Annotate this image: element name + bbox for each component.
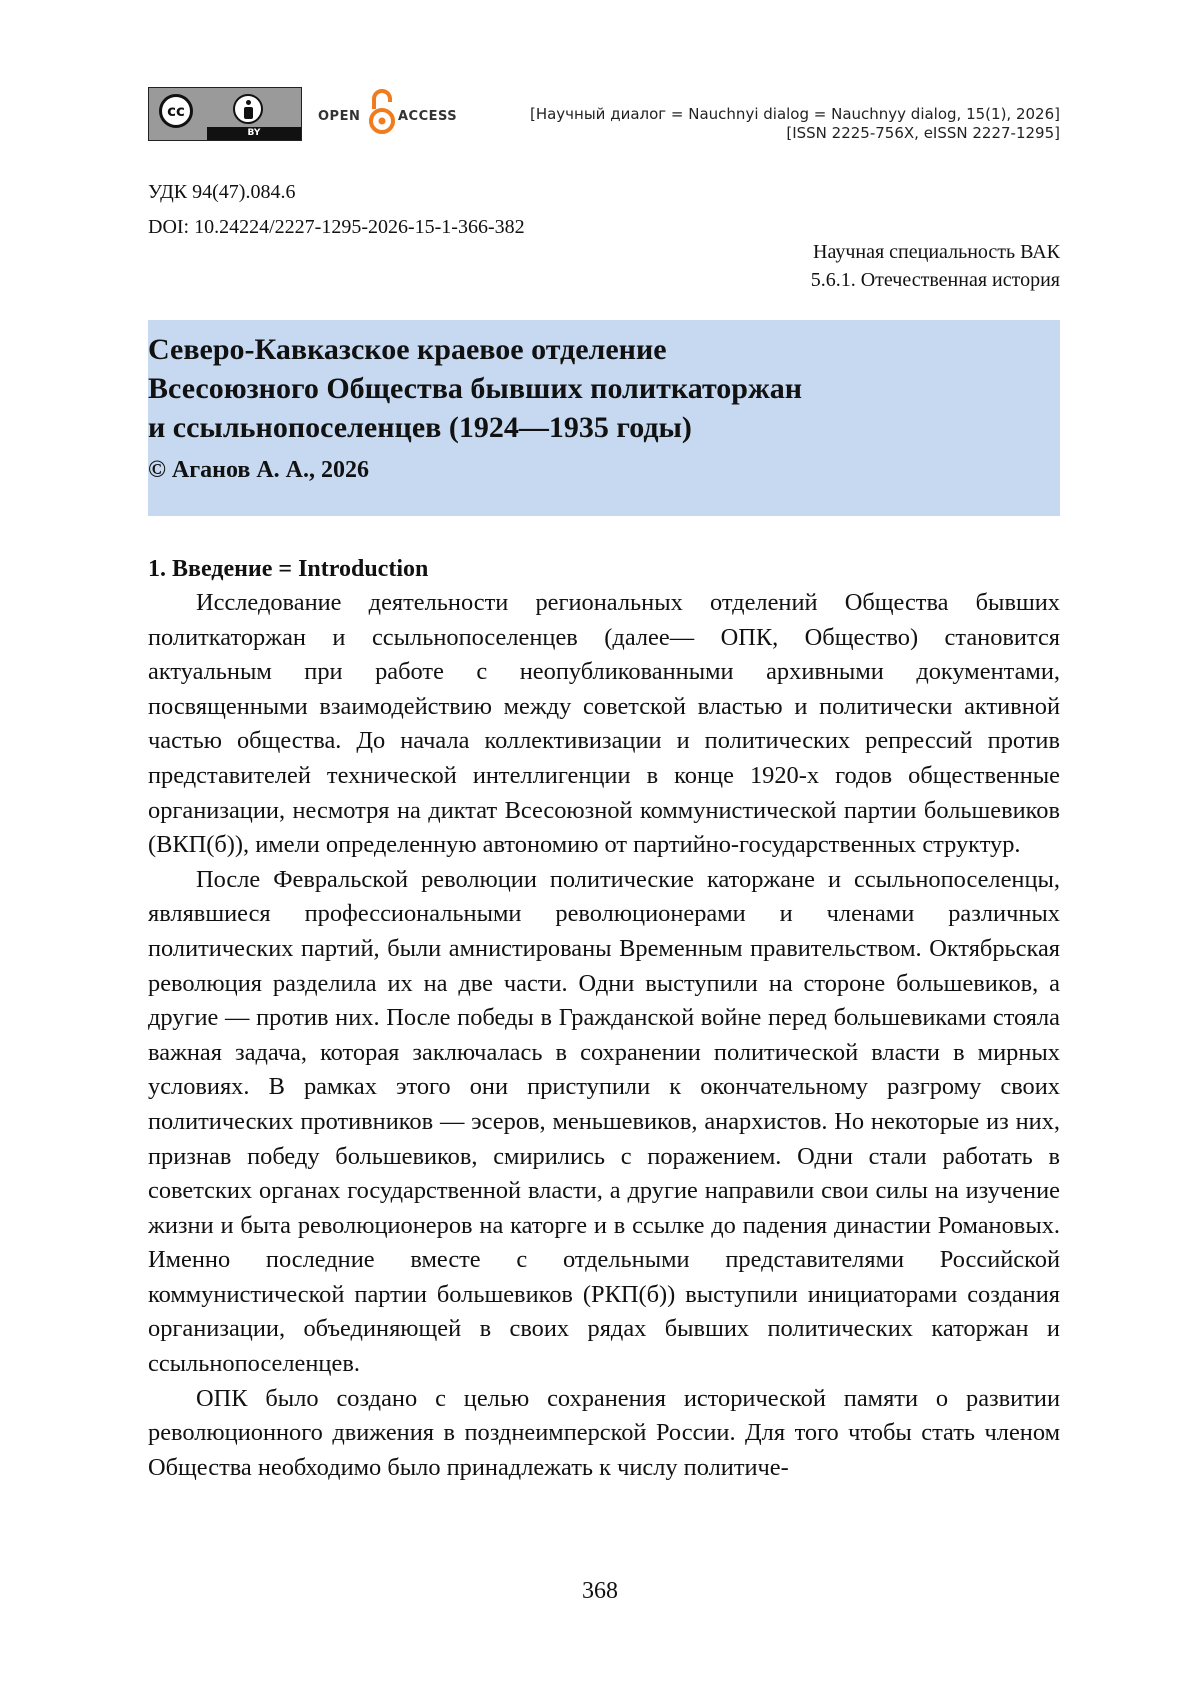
body-paragraph: После Февральской революции политические каторжане и ссыльнопоселенцы, являвшиеся профессиональными революционерами и членами различных политических партий, были амнистированы Временным правительством. Октябрьская революция разделила их на две части. Одни выступили на стороне большевиков, а другие — против них. После победы в Гражданской войне перед большевиками стояла важная задача, которая заключалась в сохранении политической власти в мирных условиях. В рамках этого они приступили к окончательному разгрому своих политических противников — эсеров, меньшевиков, анархистов. Но некоторые из них, признав победу большевиков, смирились с поражением. Одни стали работать в советских органах государственной власти, а другие направили свои силы на изучение жизни и быта революционеров на каторге и в ссылке до падения династии Романовых. Именно последние вместе с отдельными представителями Российской коммунистической партии большевиков (РКП(б)) выступили инициаторами создания организации, объединяющей в своих рядах бывших политических каторжан и ссыльнопоселенцев. <box>148 865 1060 1378</box>
open-label: OPEN <box>318 109 361 124</box>
title-line-1: Северо-Кавказское краевое отделение <box>148 333 667 366</box>
section-heading: 1. Введение = Introduction <box>148 556 429 582</box>
access-label: ACCESS <box>398 109 458 124</box>
udk-doi-block <box>148 175 525 245</box>
body-paragraph: ОПК было создано с целью сохранения исторической памяти о развитии революционного движения в позднеимперской России. Для того чтобы стать членом Общества необходимо было принадлежать к числу политиче- <box>148 1384 1060 1481</box>
body-paragraph: Исследование деятельности региональных отделений Общества бывших политкаторжан и ссыльнопоселенцев (далее— ОПК, Общество) становится актуальным при работе с неопубликованными архивными документами, посвященными взаимодействию между советской властью и политически активной частью общества. До начала коллективизации и политических репрессий против представителей технической интеллигенции в конце 1920-х годов общественные организации, несмотря на диктат Всесоюзной коммунистической партии большевиков (ВКП(б)), имели определенную автономию от партийно-государственных структур. <box>148 589 1060 859</box>
by-label: BY <box>207 127 301 140</box>
author-copyright: © Аганов А. А., 2026 <box>148 457 370 483</box>
specialty-code: 5.6.1. Отечественная история <box>810 269 1060 291</box>
specialty-block <box>811 238 1060 294</box>
journal-title: [Научный диалог = Nauchnyi dialog = Nauchnyy dialog, 15(1), 2026] <box>529 105 1060 123</box>
article-body <box>148 552 1060 1485</box>
journal-citation <box>530 105 1060 143</box>
page-number: 368 <box>582 1578 618 1604</box>
page-header <box>148 87 1060 143</box>
open-access-logo <box>318 87 468 141</box>
doi-link[interactable]: DOI: 10.24224/2227-1295-2026-15-1-366-382 <box>148 216 525 238</box>
open-lock-icon <box>368 87 396 137</box>
title-line-3: и ссыльнопоселенцев (1924—1935 годы) <box>148 411 692 444</box>
specialty-line: Научная специальность ВАК <box>813 241 1060 263</box>
udk-code: УДК 94(47).084.6 <box>148 181 296 203</box>
person-icon <box>233 94 263 124</box>
article-title-box <box>148 320 1060 516</box>
cc-icon: cc <box>159 94 193 128</box>
issn-line: [ISSN 2225-756X, eISSN 2227-1295] <box>786 124 1060 142</box>
cc-by-license-badge[interactable] <box>148 87 302 141</box>
title-line-2: Всесоюзного Общества бывших политкаторжан <box>148 372 803 405</box>
